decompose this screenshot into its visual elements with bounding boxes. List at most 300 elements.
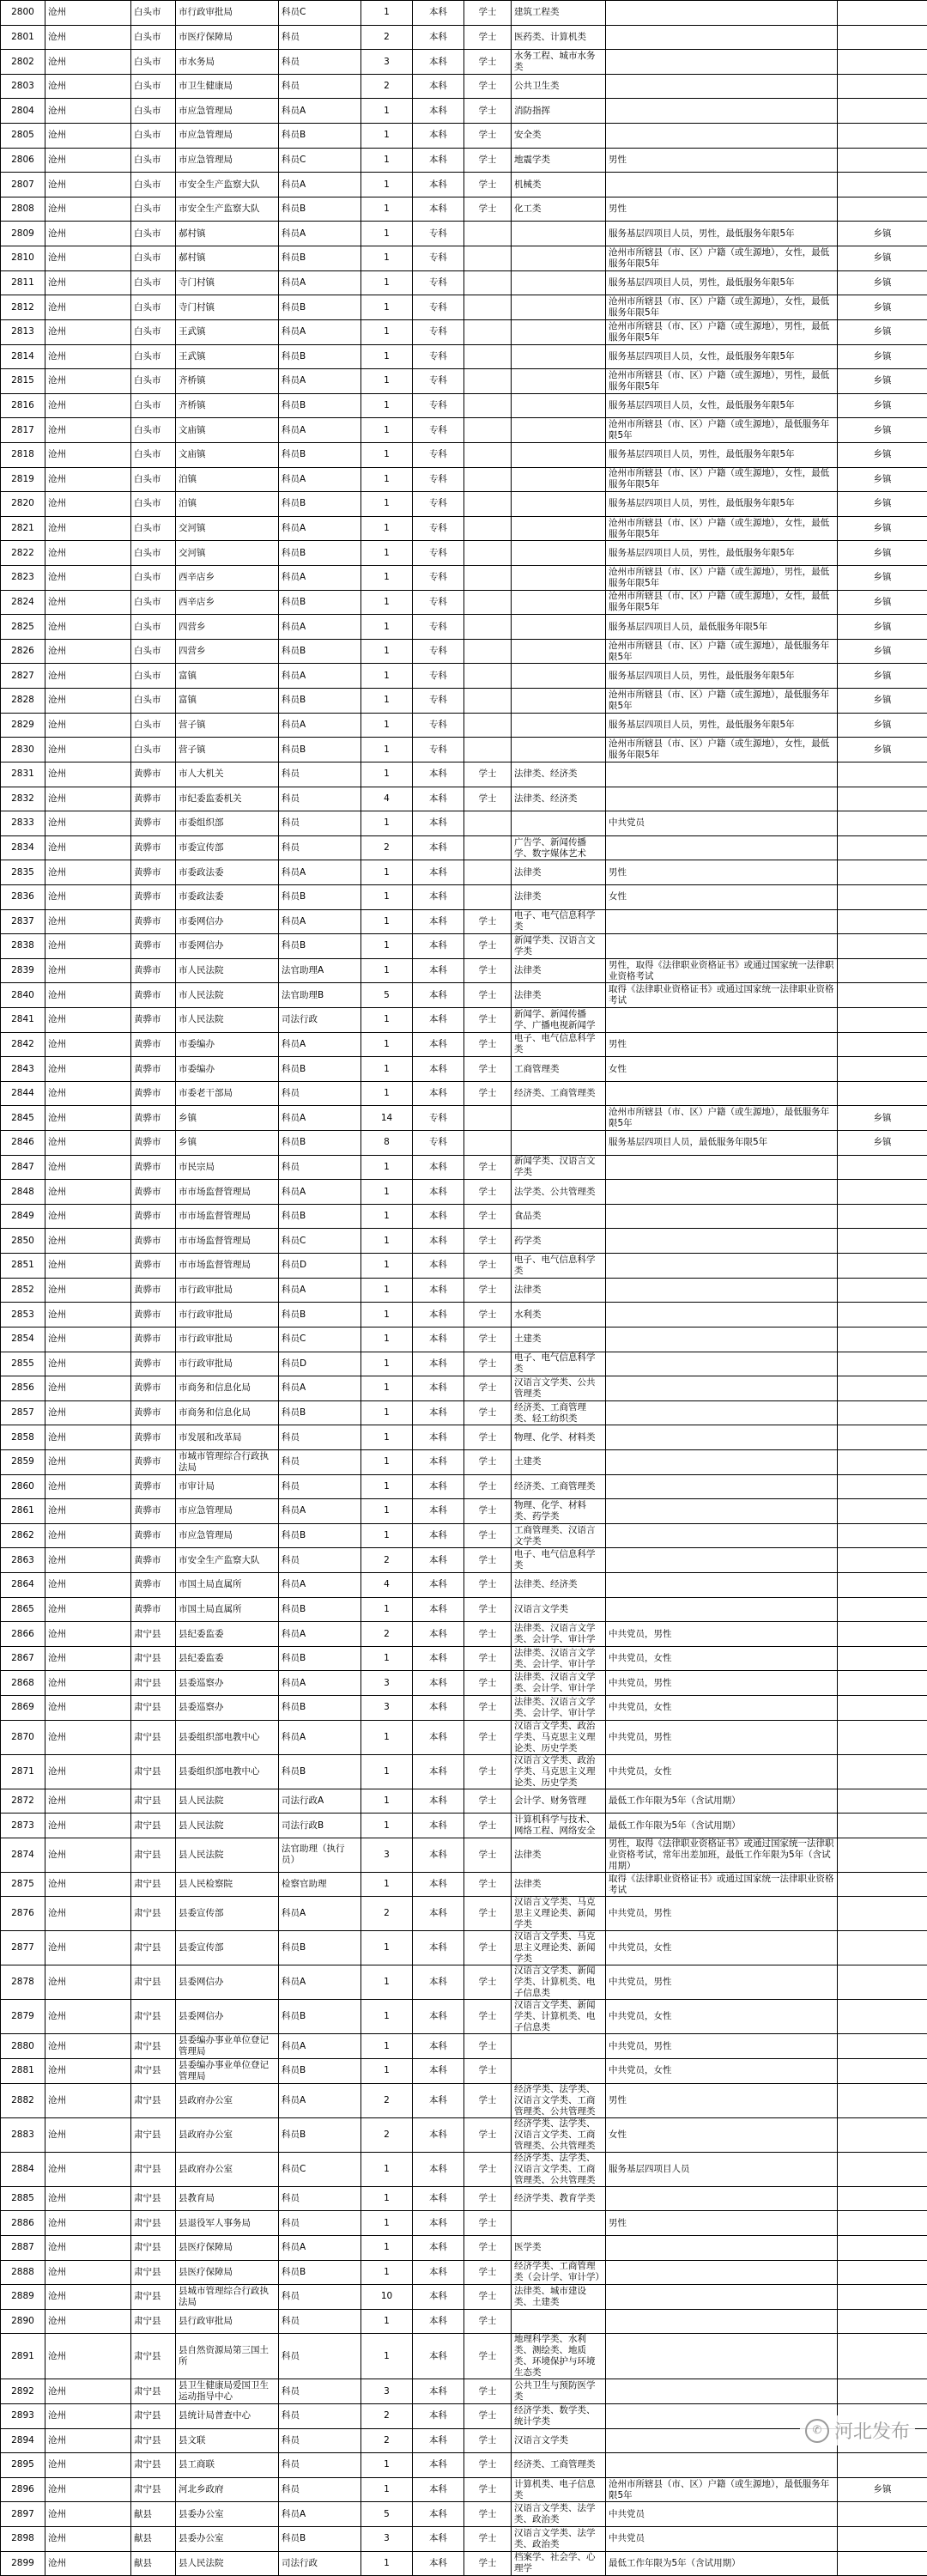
post-type-cell: [838, 1931, 927, 1965]
education-cell: 专科: [413, 664, 464, 689]
position-code-cell: 检察官助理: [279, 1872, 361, 1897]
county-cell: 肃宁县: [131, 2117, 176, 2152]
position-code-cell: 法官助理（执行员）: [279, 1838, 361, 1872]
position-code-cell: 科员B: [279, 934, 361, 959]
city-cell: 沧州: [45, 1597, 131, 1622]
education-cell: 本科: [413, 787, 464, 811]
department-cell: 泊镇: [176, 492, 279, 517]
row-number-cell: 2856: [1, 1376, 45, 1401]
requirements-cell: 服务基层四项目人员，男性，最低服务年限5年: [606, 492, 838, 517]
requirements-cell: 沧州市所辖县（市、区）户籍（或生源地），女性，最低服务年限5年: [606, 467, 838, 492]
degree-cell: 学士: [464, 2428, 512, 2453]
degree-cell: [464, 295, 512, 320]
requirements-cell: [606, 1254, 838, 1279]
city-cell: 沧州: [45, 2428, 131, 2453]
row-number-cell: 2890: [1, 2309, 45, 2334]
position-code-cell: 科员A: [279, 1278, 361, 1303]
row-number-cell: 2805: [1, 124, 45, 149]
row-number-cell: 2808: [1, 197, 45, 222]
post-type-cell: [838, 1303, 927, 1327]
requirements-cell: 服务基层四项目人员: [606, 2152, 838, 2186]
city-cell: 沧州: [45, 1131, 131, 1156]
post-type-cell: [838, 1, 927, 26]
post-type-cell: [838, 909, 927, 934]
post-type-cell: 乡镇: [838, 222, 927, 246]
table-row: [1, 2152, 927, 2186]
education-cell: 本科: [413, 958, 464, 983]
major-cell: 经济类、工商管理类: [512, 1474, 606, 1499]
city-cell: 沧州: [45, 25, 131, 50]
position-code-cell: 科员: [279, 74, 361, 99]
county-cell: 白头市: [131, 393, 176, 418]
city-cell: 沧州: [45, 1, 131, 26]
table-row: [1, 1278, 927, 1303]
major-cell: 计算机科学与技术、网络工程、网络安全: [512, 1814, 606, 1838]
degree-cell: 学士: [464, 1838, 512, 1872]
degree-cell: 学士: [464, 1254, 512, 1279]
degree-cell: 学士: [464, 1597, 512, 1622]
degree-cell: 学士: [464, 2309, 512, 2334]
major-cell: 机械类: [512, 173, 606, 197]
table-row: [1, 860, 927, 885]
post-type-cell: 乡镇: [838, 492, 927, 517]
city-cell: 沧州: [45, 1229, 131, 1254]
degree-cell: 学士: [464, 1646, 512, 1671]
post-type-cell: 乡镇: [838, 418, 927, 443]
requirements-cell: 中共党员，女性: [606, 1696, 838, 1721]
department-cell: 市医疗保障局: [176, 25, 279, 50]
table-row: [1, 2000, 927, 2034]
major-cell: 法律类: [512, 983, 606, 1008]
post-type-cell: [838, 1229, 927, 1254]
city-cell: 沧州: [45, 860, 131, 885]
city-cell: 沧州: [45, 516, 131, 541]
table-row: [1, 1327, 927, 1352]
major-cell: 经济学类、法学类、汉语言文学类、工商管理类、公共管理类: [512, 2083, 606, 2117]
headcount-cell: 1: [361, 2477, 413, 2502]
headcount-cell: 1: [361, 1597, 413, 1622]
education-cell: 专科: [413, 418, 464, 443]
table-row: [1, 2260, 927, 2285]
headcount-cell: 1: [361, 124, 413, 149]
headcount-cell: 1: [361, 2034, 413, 2059]
headcount-cell: 1: [361, 1376, 413, 1401]
county-cell: 白头市: [131, 344, 176, 369]
degree-cell: [464, 713, 512, 738]
position-code-cell: 科员A: [279, 319, 361, 344]
degree-cell: 学士: [464, 2502, 512, 2527]
requirements-cell: 服务基层四项目人员，最低服务年限5年: [606, 615, 838, 640]
county-cell: 白头市: [131, 664, 176, 689]
row-number-cell: 2815: [1, 369, 45, 394]
row-number-cell: 2841: [1, 1007, 45, 1032]
city-cell: 沧州: [45, 2551, 131, 2576]
department-cell: 市审计局: [176, 1474, 279, 1499]
education-cell: 本科: [413, 2260, 464, 2285]
post-type-cell: [838, 2211, 927, 2236]
requirements-cell: 沧州市所辖县（市、区）户籍（或生源地），最低服务年限5年: [606, 418, 838, 443]
education-cell: 专科: [413, 541, 464, 566]
education-cell: 本科: [413, 1720, 464, 1754]
requirements-cell: [606, 173, 838, 197]
degree-cell: [464, 222, 512, 246]
position-code-cell: 科员: [279, 2379, 361, 2404]
city-cell: 沧州: [45, 1081, 131, 1106]
degree-cell: 学士: [464, 1057, 512, 1082]
requirements-cell: [606, 50, 838, 75]
major-cell: 电子、电气信息科学类: [512, 909, 606, 934]
requirements-cell: [606, 1499, 838, 1524]
headcount-cell: 1: [361, 1872, 413, 1897]
post-type-cell: 乡镇: [838, 713, 927, 738]
city-cell: 沧州: [45, 1720, 131, 1754]
row-number-cell: 2886: [1, 2211, 45, 2236]
post-type-cell: 乡镇: [838, 369, 927, 394]
post-type-cell: [838, 860, 927, 885]
city-cell: 沧州: [45, 467, 131, 492]
requirements-cell: 沧州市所辖县（市、区）户籍（或生源地），女性，最低服务年限5年: [606, 738, 838, 762]
post-type-cell: 乡镇: [838, 664, 927, 689]
table-row: [1, 1007, 927, 1032]
headcount-cell: 3: [361, 50, 413, 75]
degree-cell: 学士: [464, 99, 512, 124]
headcount-cell: 1: [361, 1931, 413, 1965]
major-cell: [512, 492, 606, 517]
county-cell: 肃宁县: [131, 2453, 176, 2478]
position-code-cell: 科员A: [279, 369, 361, 394]
position-code-cell: 科员B: [279, 884, 361, 909]
county-cell: 黄骅市: [131, 1057, 176, 1082]
requirements-cell: 中共党员，男性: [606, 2034, 838, 2059]
city-cell: 沧州: [45, 2527, 131, 2552]
county-cell: 白头市: [131, 148, 176, 173]
county-cell: 白头市: [131, 124, 176, 149]
county-cell: 黄骅市: [131, 934, 176, 959]
requirements-cell: [606, 1474, 838, 1499]
position-code-cell: 科员: [279, 1548, 361, 1573]
department-cell: 市安全生产监察大队: [176, 1548, 279, 1573]
post-type-cell: [838, 1204, 927, 1229]
position-code-cell: 科员B: [279, 197, 361, 222]
table-row: [1, 2502, 927, 2527]
city-cell: 沧州: [45, 124, 131, 149]
row-number-cell: 2883: [1, 2117, 45, 2152]
requirements-cell: [606, 25, 838, 50]
headcount-cell: 1: [361, 958, 413, 983]
city-cell: 沧州: [45, 74, 131, 99]
post-type-cell: [838, 1278, 927, 1303]
headcount-cell: 2: [361, 1897, 413, 1931]
department-cell: 乡镇: [176, 1131, 279, 1156]
major-cell: 广告学、新闻传播学、数字媒体艺术: [512, 835, 606, 860]
position-code-cell: 科员B: [279, 1523, 361, 1548]
degree-cell: [464, 1106, 512, 1131]
city-cell: 沧州: [45, 1032, 131, 1057]
education-cell: 本科: [413, 1007, 464, 1032]
degree-cell: 学士: [464, 787, 512, 811]
county-cell: 白头市: [131, 319, 176, 344]
position-code-cell: 科员A: [279, 1622, 361, 1647]
wechat-icon: ✆: [805, 2419, 829, 2443]
requirements-cell: 沧州市所辖县（市、区）户籍（或生源地），男性，最低服务年限5年: [606, 319, 838, 344]
city-cell: 沧州: [45, 2477, 131, 2502]
row-number-cell: 2822: [1, 541, 45, 566]
table-row: [1, 541, 927, 566]
city-cell: 沧州: [45, 2235, 131, 2260]
row-number-cell: 2821: [1, 516, 45, 541]
headcount-cell: 1: [361, 2152, 413, 2186]
row-number-cell: 2876: [1, 1897, 45, 1931]
requirements-cell: 沧州市所辖县（市、区）户籍（或生源地），男性，最低服务年限5年: [606, 566, 838, 591]
department-cell: 文庙镇: [176, 418, 279, 443]
county-cell: 白头市: [131, 1, 176, 26]
county-cell: 黄骅市: [131, 1303, 176, 1327]
department-cell: 市行政审批局: [176, 1278, 279, 1303]
headcount-cell: 5: [361, 2502, 413, 2527]
post-type-cell: [838, 1155, 927, 1180]
education-cell: 本科: [413, 1754, 464, 1789]
requirements-cell: 中共党员: [606, 2502, 838, 2527]
row-number-cell: 2891: [1, 2334, 45, 2379]
county-cell: 黄骅市: [131, 1499, 176, 1524]
table-row: [1, 1499, 927, 1524]
row-number-cell: 2878: [1, 1965, 45, 2000]
table-row: [1, 2211, 927, 2236]
requirements-cell: [606, 835, 838, 860]
post-type-cell: [838, 1838, 927, 1872]
headcount-cell: 2: [361, 1548, 413, 1573]
degree-cell: 学士: [464, 1897, 512, 1931]
headcount-cell: 1: [361, 1499, 413, 1524]
city-cell: 沧州: [45, 197, 131, 222]
city-cell: 沧州: [45, 2186, 131, 2211]
major-cell: 水务工程、城市水务类: [512, 50, 606, 75]
requirements-cell: [606, 1523, 838, 1548]
city-cell: 沧州: [45, 1400, 131, 1425]
headcount-cell: 14: [361, 1106, 413, 1131]
requirements-cell: [606, 1278, 838, 1303]
requirements-cell: 中共党员，女性: [606, 1646, 838, 1671]
city-cell: 沧州: [45, 2117, 131, 2152]
degree-cell: [464, 246, 512, 271]
post-type-cell: [838, 2000, 927, 2034]
row-number-cell: 2825: [1, 615, 45, 640]
row-number-cell: 2867: [1, 1646, 45, 1671]
degree-cell: 学士: [464, 2152, 512, 2186]
post-type-cell: [838, 2152, 927, 2186]
position-code-cell: 科员A: [279, 2235, 361, 2260]
requirements-cell: 中共党员，女性: [606, 1931, 838, 1965]
city-cell: 沧州: [45, 2211, 131, 2236]
watermark-text: 河北发布: [834, 2417, 910, 2444]
major-cell: [512, 664, 606, 689]
requirements-cell: 服务基层四项目人员，女性，最低服务年限5年: [606, 393, 838, 418]
major-cell: [512, 738, 606, 762]
requirements-cell: [606, 1180, 838, 1205]
table-row: [1, 1573, 927, 1598]
degree-cell: 学士: [464, 1548, 512, 1573]
city-cell: 沧州: [45, 344, 131, 369]
position-code-cell: 科员A: [279, 664, 361, 689]
row-number-cell: 2864: [1, 1573, 45, 1598]
headcount-cell: 1: [361, 1278, 413, 1303]
table-row: [1, 124, 927, 149]
education-cell: 本科: [413, 2428, 464, 2453]
city-cell: 沧州: [45, 2453, 131, 2478]
row-number-cell: 2833: [1, 811, 45, 836]
city-cell: 沧州: [45, 246, 131, 271]
department-cell: 泊镇: [176, 467, 279, 492]
table-row: [1, 344, 927, 369]
county-cell: 黄骅市: [131, 1573, 176, 1598]
post-type-cell: [838, 762, 927, 787]
post-type-cell: 乡镇: [838, 393, 927, 418]
requirements-cell: [606, 1352, 838, 1376]
post-type-cell: 乡镇: [838, 1131, 927, 1156]
degree-cell: [464, 541, 512, 566]
position-code-cell: 科员: [279, 2428, 361, 2453]
county-cell: 肃宁县: [131, 2235, 176, 2260]
headcount-cell: 1: [361, 590, 413, 615]
position-code-cell: 科员A: [279, 222, 361, 246]
headcount-cell: 1: [361, 369, 413, 394]
post-type-cell: 乡镇: [838, 2477, 927, 2502]
headcount-cell: 1: [361, 738, 413, 762]
headcount-cell: 1: [361, 1425, 413, 1450]
row-number-cell: 2845: [1, 1106, 45, 1131]
county-cell: 肃宁县: [131, 2034, 176, 2059]
education-cell: 本科: [413, 1057, 464, 1082]
row-number-cell: 2818: [1, 442, 45, 467]
county-cell: 白头市: [131, 74, 176, 99]
headcount-cell: 1: [361, 713, 413, 738]
major-cell: 公共卫生与预防医学类: [512, 2379, 606, 2404]
table-row: [1, 1622, 927, 1647]
headcount-cell: 1: [361, 1720, 413, 1754]
row-number-cell: 2823: [1, 566, 45, 591]
department-cell: 县城市管理综合行政执法局: [176, 2285, 279, 2310]
requirements-cell: 服务基层四项目人员，女性，最低服务年限5年: [606, 344, 838, 369]
education-cell: 专科: [413, 639, 464, 664]
requirements-cell: [606, 124, 838, 149]
department-cell: 市人民法院: [176, 958, 279, 983]
major-cell: [512, 2309, 606, 2334]
city-cell: 沧州: [45, 738, 131, 762]
table-row: [1, 1548, 927, 1573]
education-cell: 本科: [413, 1376, 464, 1401]
degree-cell: [464, 738, 512, 762]
row-number-cell: 2843: [1, 1057, 45, 1082]
requirements-cell: [606, 1548, 838, 1573]
post-type-cell: [838, 1254, 927, 1279]
table-row: [1, 2186, 927, 2211]
city-cell: 沧州: [45, 835, 131, 860]
department-cell: 市行政审批局: [176, 1352, 279, 1376]
degree-cell: 学士: [464, 909, 512, 934]
department-cell: 市国土局直属所: [176, 1573, 279, 1598]
county-cell: 黄骅市: [131, 1376, 176, 1401]
position-code-cell: 科员B: [279, 1696, 361, 1721]
major-cell: 法律类: [512, 860, 606, 885]
education-cell: 本科: [413, 1597, 464, 1622]
department-cell: 县纪委监委: [176, 1622, 279, 1647]
requirements-cell: [606, 1376, 838, 1401]
education-cell: 专科: [413, 369, 464, 394]
table-row: [1, 1, 927, 26]
major-cell: 经济学类、教育学类: [512, 2186, 606, 2211]
county-cell: 黄骅市: [131, 1106, 176, 1131]
county-cell: 肃宁县: [131, 1789, 176, 1814]
row-number-cell: 2869: [1, 1696, 45, 1721]
city-cell: 沧州: [45, 934, 131, 959]
department-cell: 市安全生产监察大队: [176, 173, 279, 197]
education-cell: 专科: [413, 393, 464, 418]
education-cell: 本科: [413, 1838, 464, 1872]
table-row: [1, 615, 927, 640]
row-number-cell: 2840: [1, 983, 45, 1008]
post-type-cell: 乡镇: [838, 639, 927, 664]
degree-cell: 学士: [464, 2235, 512, 2260]
table-row: [1, 1597, 927, 1622]
department-cell: 市委宣传部: [176, 835, 279, 860]
education-cell: 本科: [413, 2059, 464, 2084]
position-code-cell: 科员A: [279, 516, 361, 541]
city-cell: 沧州: [45, 811, 131, 836]
county-cell: 肃宁县: [131, 1754, 176, 1789]
department-cell: 市卫生健康局: [176, 74, 279, 99]
requirements-cell: 男性: [606, 860, 838, 885]
major-cell: 汉语言文学类、政治学类、马克思主义理论类、历史学类: [512, 1754, 606, 1789]
requirements-cell: [606, 1155, 838, 1180]
post-type-cell: [838, 1180, 927, 1205]
table-row: [1, 835, 927, 860]
education-cell: 本科: [413, 1474, 464, 1499]
requirements-cell: 中共党员: [606, 2527, 838, 2552]
row-number-cell: 2831: [1, 762, 45, 787]
major-cell: [512, 270, 606, 295]
major-cell: [512, 2211, 606, 2236]
education-cell: 专科: [413, 295, 464, 320]
department-cell: 市委老干部局: [176, 1081, 279, 1106]
table-row: [1, 1720, 927, 1754]
position-code-cell: 科员B: [279, 1057, 361, 1082]
post-type-cell: [838, 2034, 927, 2059]
education-cell: 专科: [413, 738, 464, 762]
major-cell: 汉语言文学类、新闻学类、计算机类、电子信息类: [512, 2000, 606, 2034]
row-number-cell: 2862: [1, 1523, 45, 1548]
requirements-cell: [606, 762, 838, 787]
degree-cell: 学士: [464, 1965, 512, 2000]
headcount-cell: 1: [361, 1474, 413, 1499]
position-code-cell: 科员C: [279, 148, 361, 173]
county-cell: 献县: [131, 2502, 176, 2527]
row-number-cell: 2812: [1, 295, 45, 320]
county-cell: 黄骅市: [131, 1155, 176, 1180]
requirements-cell: [606, 2309, 838, 2334]
county-cell: 白头市: [131, 369, 176, 394]
major-cell: 法律类: [512, 958, 606, 983]
city-cell: 沧州: [45, 590, 131, 615]
education-cell: 专科: [413, 492, 464, 517]
requirements-cell: [606, 1449, 838, 1474]
county-cell: 黄骅市: [131, 983, 176, 1008]
department-cell: 郝村镇: [176, 246, 279, 271]
major-cell: 汉语言文学类、公共管理类: [512, 1376, 606, 1401]
table-row: [1, 1872, 927, 1897]
city-cell: 沧州: [45, 2034, 131, 2059]
major-cell: 汉语言文学类、法学类、政治类: [512, 2502, 606, 2527]
post-type-cell: 乡镇: [838, 467, 927, 492]
